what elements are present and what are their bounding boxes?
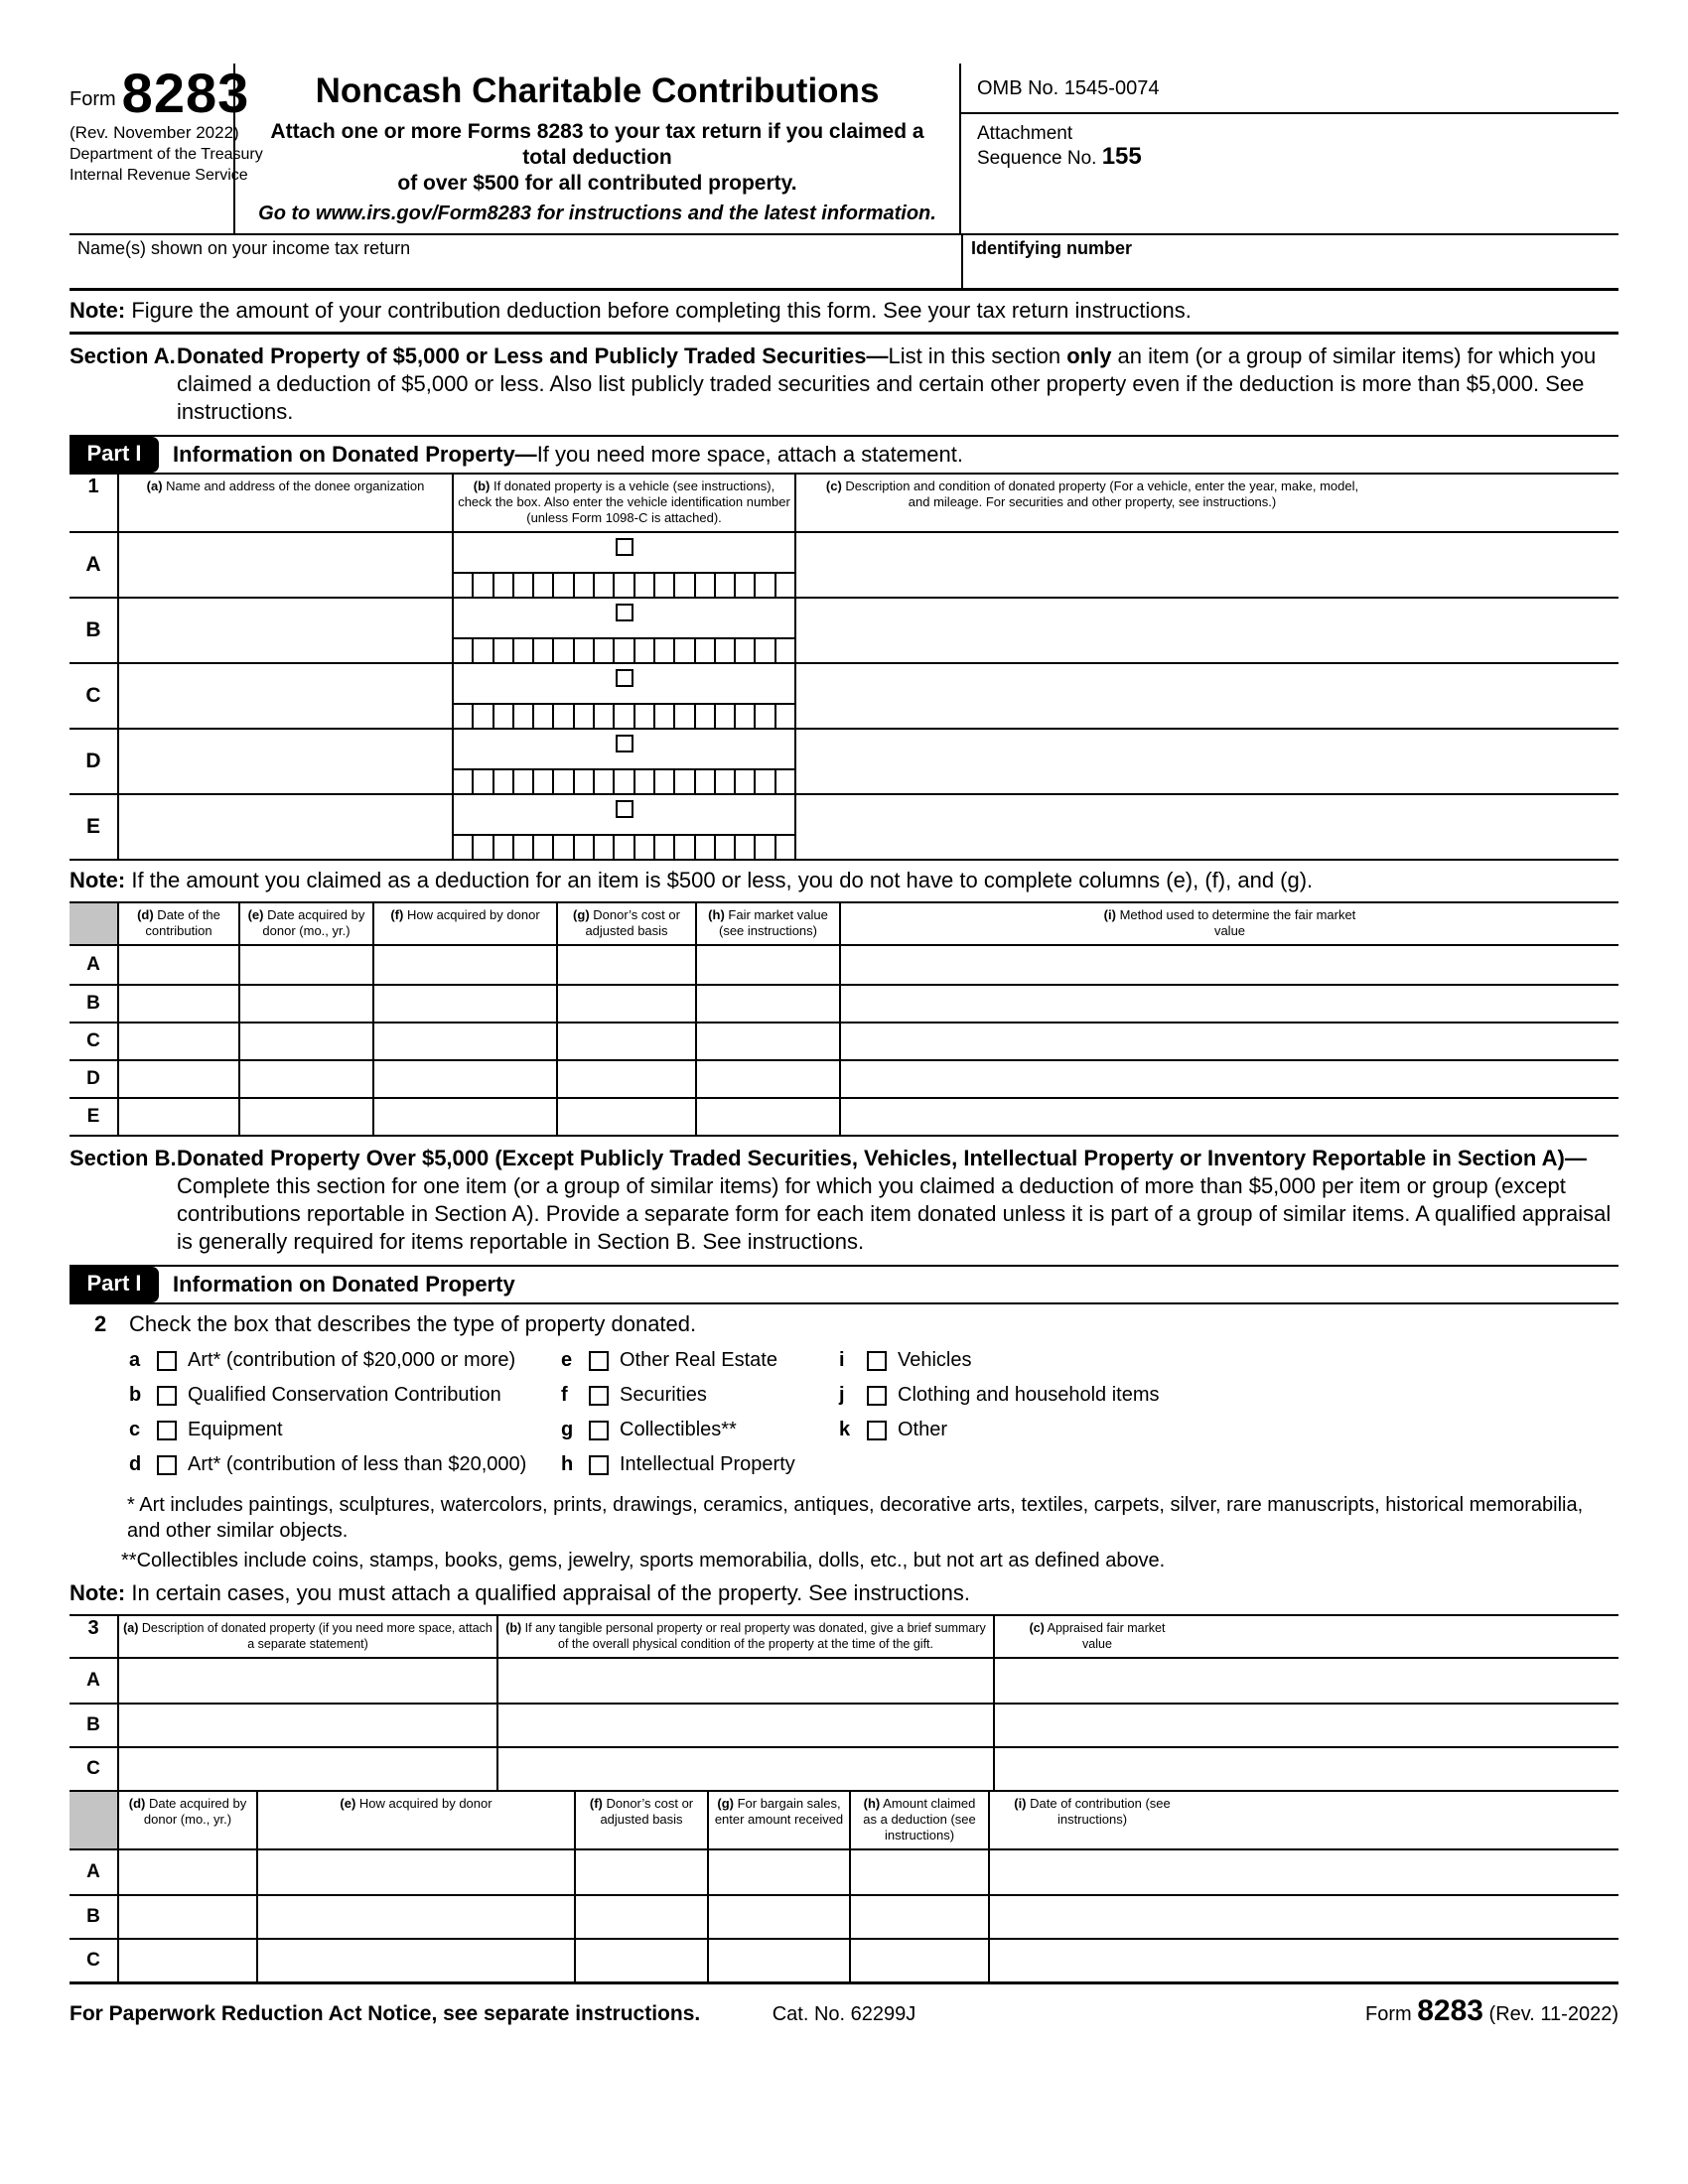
how-acquired-input[interactable] — [256, 1896, 574, 1938]
checkbox[interactable] — [589, 1421, 609, 1440]
col-header-a: (a) Description of donated property (if you need more space, attach a separate statement) — [117, 1616, 496, 1657]
vin-input — [454, 768, 794, 793]
vin-character-box[interactable] — [673, 770, 693, 793]
vin-character-box[interactable] — [454, 639, 472, 662]
donee-name-input[interactable] — [117, 533, 452, 597]
art-footnote: * Art includes paintings, sculptures, watercolors, prints, drawings, ceramics, antiques, decorative arts, textiles, carpets, silver, rare manuscripts, historical memorabilia, and other similar objects. — [127, 1494, 1584, 1542]
vin-character-box[interactable] — [673, 574, 693, 597]
amount-claimed-input[interactable] — [849, 1896, 988, 1938]
vin-character-box[interactable] — [492, 705, 512, 728]
vin-character-box[interactable] — [714, 574, 734, 597]
form-title: Noncash Charitable Contributions — [315, 71, 880, 110]
line-number: 2 — [94, 1311, 107, 1336]
option-art-20000-or-more: a Art* (contribution of $20,000 or more) — [129, 1349, 516, 1371]
col-header-d: (d) Date acquired by donor (mo., yr.) — [117, 1792, 256, 1848]
col-header-b: (b) If any tangible personal property or real property was donated, give a brief summary of the overall physical condition of the property at the time of the gift. — [496, 1616, 993, 1657]
vin-character-box[interactable] — [633, 639, 653, 662]
vin-input — [454, 703, 794, 728]
table1-row-d — [70, 728, 1618, 793]
col-header-f: (f) Donor’s cost or adjusted basis — [574, 1792, 707, 1848]
checkbox[interactable] — [589, 1351, 609, 1371]
section-b-values-table — [70, 1792, 1618, 1984]
date-of-contribution-input[interactable] — [117, 1099, 238, 1135]
vin-character-box[interactable] — [774, 639, 794, 662]
row-letter: C — [86, 1758, 100, 1779]
table3-row-a — [70, 1659, 1618, 1703]
vin-character-box[interactable] — [593, 639, 613, 662]
date-acquired-input[interactable] — [238, 946, 372, 984]
vin-character-box[interactable] — [694, 639, 714, 662]
fair-market-value-input[interactable] — [695, 1099, 839, 1135]
vin-character-box[interactable] — [532, 836, 552, 859]
vin-character-box[interactable] — [754, 574, 774, 597]
section-a-label: Section A. — [70, 343, 176, 368]
vin-character-box[interactable] — [734, 705, 754, 728]
sequence-number: 155 — [1101, 143, 1142, 170]
col-header-g: (g) Donor’s cost or adjusted basis — [556, 903, 695, 944]
col-header-c: (c) Appraised fair market value — [993, 1616, 1618, 1657]
date-acquired-input[interactable] — [238, 1024, 372, 1059]
row-letter: C — [85, 684, 101, 707]
corner-cell — [70, 1792, 117, 1848]
part1-badge: Part I — [70, 1267, 159, 1302]
attach-instruction-line1: Attach one or more Forms 8283 to your tax return if you claimed a total deduction — [270, 120, 924, 169]
vin-character-box[interactable] — [593, 770, 613, 793]
section-a-mid-note: Note: If the amount you claimed as a deduction for an item is $500 or less, you do not have to complete columns (e), (f), and (g). — [70, 861, 1618, 903]
how-acquired-input[interactable] — [256, 1940, 574, 1981]
attachment-sequence — [961, 114, 1618, 233]
donor-cost-input[interactable] — [556, 1099, 695, 1135]
vin-character-box[interactable] — [454, 705, 472, 728]
vin-character-box[interactable] — [613, 639, 633, 662]
condition-summary-input[interactable] — [496, 1659, 993, 1703]
vin-character-box[interactable] — [454, 836, 472, 859]
vin-character-box[interactable] — [472, 705, 492, 728]
section-a-property-table — [70, 475, 1618, 861]
vin-character-box[interactable] — [593, 836, 613, 859]
name-row — [70, 235, 1618, 291]
col-header-i: (i) Date of contribution (see instructions) — [988, 1792, 1618, 1848]
condition-summary-input[interactable] — [496, 1748, 993, 1790]
bargain-sale-amount-input[interactable] — [707, 1896, 849, 1938]
how-acquired-input[interactable] — [256, 1850, 574, 1894]
option-other-real-estate: e Other Real Estate — [561, 1349, 777, 1371]
col-header-a: (a) Name and address of the donee organization — [117, 475, 452, 531]
checkbox[interactable] — [157, 1386, 177, 1406]
vin-character-box[interactable] — [694, 705, 714, 728]
donor-cost-input[interactable] — [556, 1024, 695, 1059]
col-header-h: (h) Amount claimed as a deduction (see instructions) — [849, 1792, 988, 1848]
amount-claimed-input[interactable] — [849, 1850, 988, 1894]
top-note: Note: Figure the amount of your contribution deduction before completing this form. See your tax return instructions. — [70, 291, 1618, 335]
line2-text: Check the box that describes the type of property donated. — [129, 1311, 697, 1336]
table4-header — [70, 1792, 1618, 1850]
taxpayer-name-field[interactable] — [70, 235, 961, 288]
vin-character-box[interactable] — [754, 705, 774, 728]
date-of-contribution-input[interactable] — [117, 946, 238, 984]
row-letter: E — [85, 815, 100, 838]
vin-character-box[interactable] — [552, 574, 572, 597]
appraisal-note: Note: In certain cases, you must attach a qualified appraisal of the property. See instructions. — [70, 1580, 970, 1605]
vin-character-box[interactable] — [492, 836, 512, 859]
vin-character-box[interactable] — [734, 770, 754, 793]
table2-row-c — [70, 1022, 1618, 1059]
vin-character-box[interactable] — [472, 836, 492, 859]
department-label: Department of the Treasury — [70, 146, 263, 163]
condition-summary-input[interactable] — [496, 1705, 993, 1746]
vin-character-box[interactable] — [734, 836, 754, 859]
vin-character-box[interactable] — [673, 639, 693, 662]
donee-name-input[interactable] — [117, 730, 452, 793]
form-identity-block — [70, 62, 263, 233]
checkbox[interactable] — [157, 1421, 177, 1440]
vin-character-box[interactable] — [492, 770, 512, 793]
checkbox[interactable] — [867, 1351, 887, 1371]
vin-character-box[interactable] — [552, 639, 572, 662]
donor-cost-input[interactable] — [574, 1850, 707, 1894]
property-type-options — [70, 1339, 1618, 1490]
vin-character-box[interactable] — [512, 574, 532, 597]
vin-character-box[interactable] — [512, 705, 532, 728]
option-securities: f Securities — [561, 1384, 707, 1406]
how-acquired-input[interactable] — [372, 1024, 556, 1059]
donor-cost-input[interactable] — [556, 986, 695, 1022]
agency-label: Internal Revenue Service — [70, 167, 248, 184]
description-input[interactable] — [794, 599, 1618, 662]
description-input[interactable] — [794, 664, 1618, 728]
identifying-number-label: Identifying number — [971, 238, 1132, 258]
vin-character-box[interactable] — [613, 705, 633, 728]
row-letter: E — [86, 1106, 100, 1127]
row-letter: B — [86, 993, 100, 1014]
description-input[interactable] — [794, 730, 1618, 793]
checkbox[interactable] — [589, 1386, 609, 1406]
attach-instruction-line2: of over $500 for all contributed property. — [397, 172, 797, 195]
description-input[interactable] — [794, 795, 1618, 859]
row-letter: C — [86, 1030, 100, 1051]
vehicle-checkbox[interactable] — [616, 735, 633, 752]
omb-number: OMB No. 1545-0074 — [961, 64, 1618, 114]
description-input[interactable] — [117, 1748, 496, 1790]
section-b-label: Section B. — [70, 1146, 177, 1170]
vin-character-box[interactable] — [754, 770, 774, 793]
date-of-contribution-input[interactable] — [117, 1061, 238, 1097]
vin-character-box[interactable] — [532, 639, 552, 662]
vin-character-box[interactable] — [673, 836, 693, 859]
vin-input — [454, 637, 794, 662]
vin-character-box[interactable] — [573, 836, 593, 859]
vin-input — [454, 572, 794, 597]
vin-character-box[interactable] — [492, 574, 512, 597]
form-word: Form — [70, 88, 116, 110]
vin-character-box[interactable] — [593, 705, 613, 728]
vin-character-box[interactable] — [694, 770, 714, 793]
section-a-part1-bar — [70, 435, 1618, 475]
collectibles-footnote: **Collectibles include coins, stamps, books, gems, jewelry, sports memorabilia, dolls, etc., but not art as defined above. — [121, 1550, 1166, 1571]
vin-character-box[interactable] — [613, 836, 633, 859]
bargain-sale-amount-input[interactable] — [707, 1850, 849, 1894]
vin-character-box[interactable] — [573, 639, 593, 662]
part1-title: Information on Donated Property — [173, 1272, 515, 1297]
goto-instruction: Go to www.irs.gov/Form8283 for instructions and the latest information. — [258, 203, 936, 224]
appraised-value-input[interactable] — [993, 1748, 1618, 1790]
vin-character-box[interactable] — [774, 770, 794, 793]
vin-character-box[interactable] — [613, 770, 633, 793]
vin-input — [454, 834, 794, 859]
vin-character-box[interactable] — [653, 705, 673, 728]
table2-row-a — [70, 946, 1618, 984]
table1-row-e — [70, 793, 1618, 859]
checkbox[interactable] — [589, 1455, 609, 1475]
vin-character-box[interactable] — [653, 770, 673, 793]
vin-character-box[interactable] — [552, 770, 572, 793]
description-input[interactable] — [117, 1705, 496, 1746]
option-intellectual-property: h Intellectual Property — [561, 1453, 795, 1475]
vin-character-box[interactable] — [593, 574, 613, 597]
attachment-label: Attachment — [977, 123, 1073, 144]
col-header-e: (e) Date acquired by donor (mo., yr.) — [238, 903, 372, 944]
vin-character-box[interactable] — [454, 770, 472, 793]
checkbox[interactable] — [157, 1455, 177, 1475]
vin-character-box[interactable] — [633, 770, 653, 793]
corner-cell — [70, 903, 117, 944]
vin-character-box[interactable] — [754, 836, 774, 859]
col-header-d: (d) Date of the contribution — [117, 903, 238, 944]
date-of-contribution-input[interactable] — [117, 986, 238, 1022]
table4-row-c — [70, 1938, 1618, 1981]
fair-market-value-input[interactable] — [695, 986, 839, 1022]
option-other: k Other — [839, 1419, 948, 1440]
page-footer — [70, 1984, 1618, 2028]
date-acquired-input[interactable] — [117, 1850, 256, 1894]
checkbox[interactable] — [157, 1351, 177, 1371]
paperwork-notice: For Paperwork Reduction Act Notice, see separate instructions. — [70, 2002, 701, 2025]
vin-character-box[interactable] — [492, 639, 512, 662]
row-letter: B — [86, 1906, 100, 1927]
table1-header — [70, 475, 1618, 531]
table2-row-d — [70, 1059, 1618, 1097]
row-letter: D — [85, 750, 101, 772]
section-b-heading — [70, 1137, 1618, 1265]
table4-row-a — [70, 1850, 1618, 1894]
vehicle-checkbox[interactable] — [616, 604, 633, 621]
section-b-property-table — [70, 1614, 1618, 1792]
donee-name-input[interactable] — [117, 599, 452, 662]
date-acquired-input[interactable] — [238, 986, 372, 1022]
vin-character-box[interactable] — [532, 705, 552, 728]
donor-cost-input[interactable] — [574, 1940, 707, 1981]
vin-character-box[interactable] — [714, 639, 734, 662]
row-letter: A — [86, 1861, 100, 1882]
appraised-value-input[interactable] — [993, 1705, 1618, 1746]
vin-character-box[interactable] — [673, 705, 693, 728]
fair-market-value-input[interactable] — [695, 1061, 839, 1097]
table3-header — [70, 1616, 1618, 1659]
irs-url: www.irs.gov/Form8283 — [315, 203, 532, 224]
vin-character-box[interactable] — [573, 770, 593, 793]
donor-cost-input[interactable] — [574, 1896, 707, 1938]
vin-character-box[interactable] — [512, 836, 532, 859]
vin-character-box[interactable] — [694, 574, 714, 597]
description-input[interactable] — [794, 533, 1618, 597]
table1-row-b — [70, 597, 1618, 662]
date-acquired-input[interactable] — [238, 1061, 372, 1097]
option-collectibles: g Collectibles** — [561, 1419, 737, 1440]
table1-row-c — [70, 662, 1618, 728]
vin-character-box[interactable] — [633, 705, 653, 728]
vin-character-box[interactable] — [653, 639, 673, 662]
table2-row-b — [70, 984, 1618, 1022]
how-acquired-input[interactable] — [372, 1061, 556, 1097]
row-letter: A — [86, 1670, 100, 1691]
vin-character-box[interactable] — [774, 705, 794, 728]
vin-character-box[interactable] — [714, 770, 734, 793]
vin-character-box[interactable] — [454, 574, 472, 597]
method-input[interactable] — [839, 986, 1618, 1022]
date-of-contribution-input[interactable] — [988, 1850, 1618, 1894]
form-footer-id: Form 8283 (Rev. 11-2022) — [1365, 1994, 1618, 2027]
col-header-f: (f) How acquired by donor — [372, 903, 556, 944]
how-acquired-input[interactable] — [372, 986, 556, 1022]
line2-intro — [70, 1304, 1618, 1339]
method-input[interactable] — [839, 1024, 1618, 1059]
amount-claimed-input[interactable] — [849, 1940, 988, 1981]
how-acquired-input[interactable] — [372, 946, 556, 984]
col-header-b: (b) If donated property is a vehicle (see instructions), check the box. Also enter the vehicle identification number (unless Form 1098-C is attached). — [452, 475, 794, 531]
date-acquired-input[interactable] — [117, 1940, 256, 1981]
vin-character-box[interactable] — [472, 639, 492, 662]
form-revision: (Rev. November 2022) — [70, 123, 239, 142]
row-letter: B — [85, 618, 101, 641]
vin-character-box[interactable] — [774, 574, 794, 597]
donee-name-input[interactable] — [117, 795, 452, 859]
how-acquired-input[interactable] — [372, 1099, 556, 1135]
vin-character-box[interactable] — [653, 836, 673, 859]
catalog-number: Cat. No. 62299J — [772, 2003, 916, 2025]
vin-character-box[interactable] — [714, 836, 734, 859]
donee-name-input[interactable] — [117, 664, 452, 728]
option-equipment: c Equipment — [129, 1419, 283, 1440]
omb-block — [961, 64, 1618, 233]
table2-row-e — [70, 1097, 1618, 1135]
row-letter: D — [86, 1068, 100, 1089]
option-qualified-conservation: b Qualified Conservation Contribution — [129, 1384, 501, 1406]
vin-character-box[interactable] — [552, 705, 572, 728]
date-acquired-input[interactable] — [117, 1896, 256, 1938]
option-vehicles: i Vehicles — [839, 1349, 972, 1371]
description-input[interactable] — [117, 1659, 496, 1703]
method-input[interactable] — [839, 1061, 1618, 1097]
checkbox[interactable] — [867, 1386, 887, 1406]
row-letter: A — [86, 954, 100, 975]
vin-character-box[interactable] — [512, 770, 532, 793]
appraised-value-input[interactable] — [993, 1659, 1618, 1703]
option-clothing-household: j Clothing and household items — [839, 1384, 1160, 1406]
vin-character-box[interactable] — [633, 574, 653, 597]
date-of-contribution-input[interactable] — [988, 1940, 1618, 1981]
part1-title: Information on Donated Property—If you need more space, attach a statement. — [173, 442, 963, 467]
donor-cost-input[interactable] — [556, 946, 695, 984]
vin-character-box[interactable] — [754, 639, 774, 662]
table4-row-b — [70, 1894, 1618, 1938]
section-a-heading — [70, 335, 1618, 435]
option-art-less-than-20000: d Art* (contribution of less than $20,000) — [129, 1453, 527, 1475]
vin-character-box[interactable] — [734, 639, 754, 662]
vin-character-box[interactable] — [694, 836, 714, 859]
donor-cost-input[interactable] — [556, 1061, 695, 1097]
vin-character-box[interactable] — [532, 574, 552, 597]
col-header-g: (g) For bargain sales, enter amount received — [707, 1792, 849, 1848]
col-header-c: (c) Description and condition of donated property (For a vehicle, enter the year, make, model, and mileage. For securities and other property, see instructions.) — [794, 475, 1618, 531]
date-of-contribution-input[interactable] — [988, 1896, 1618, 1938]
form-title-block — [233, 64, 961, 233]
vin-character-box[interactable] — [512, 639, 532, 662]
line-number: 1 — [87, 476, 99, 497]
vin-character-box[interactable] — [633, 836, 653, 859]
col-header-i: (i) Method used to determine the fair market value — [839, 903, 1618, 944]
table3-row-c — [70, 1746, 1618, 1790]
form-header — [70, 64, 1618, 235]
vin-character-box[interactable] — [472, 574, 492, 597]
bargain-sale-amount-input[interactable] — [707, 1940, 849, 1981]
vin-character-box[interactable] — [472, 770, 492, 793]
vin-character-box[interactable] — [653, 574, 673, 597]
vin-character-box[interactable] — [734, 574, 754, 597]
col-header-h: (h) Fair market value (see instructions) — [695, 903, 839, 944]
vin-character-box[interactable] — [573, 574, 593, 597]
sequence-label: Sequence No. — [977, 148, 1102, 169]
date-of-contribution-input[interactable] — [117, 1024, 238, 1059]
vin-character-box[interactable] — [573, 705, 593, 728]
method-input[interactable] — [839, 1099, 1618, 1135]
line-number: 3 — [87, 1617, 99, 1639]
section-a-values-table — [70, 903, 1618, 1137]
vehicle-checkbox[interactable] — [616, 669, 633, 687]
vin-character-box[interactable] — [532, 770, 552, 793]
name-label: Name(s) shown on your income tax return — [77, 238, 411, 258]
section-b-part1-bar — [70, 1265, 1618, 1304]
section-b-text: Donated Property Over $5,000 (Except Publicly Traded Securities, Vehicles, Intellectual Property or Inventory Reportable in Section A)—Complete this section for one item (or a group of similar items) for which you claimed a deduction of more than $5,000 per item or group (except contributions reportable in Section A). Provide a separate form for each item donated unless it is part of a group of similar items. A qualified appraisal is generally required for items reportable in Section B. See instructions. — [177, 1146, 1612, 1254]
table2-header — [70, 903, 1618, 946]
fair-market-value-input[interactable] — [695, 946, 839, 984]
part1-badge: Part I — [70, 437, 159, 473]
vehicle-checkbox[interactable] — [616, 800, 633, 818]
identifying-number-field[interactable] — [961, 235, 1618, 288]
method-input[interactable] — [839, 946, 1618, 984]
date-acquired-input[interactable] — [238, 1099, 372, 1135]
table3-row-b — [70, 1703, 1618, 1746]
checkbox[interactable] — [867, 1421, 887, 1440]
form-number: 8283 — [121, 62, 250, 124]
vehicle-checkbox[interactable] — [616, 538, 633, 556]
fair-market-value-input[interactable] — [695, 1024, 839, 1059]
vin-character-box[interactable] — [714, 705, 734, 728]
col-header-e: (e) How acquired by donor — [256, 1792, 574, 1848]
vin-character-box[interactable] — [552, 836, 572, 859]
vin-character-box[interactable] — [613, 574, 633, 597]
row-letter: A — [85, 553, 101, 576]
table1-row-a — [70, 531, 1618, 597]
row-letter: B — [86, 1714, 100, 1735]
section-a-text: Donated Property of $5,000 or Less and Publicly Traded Securities—List in this section only an item (or a group of similar items) for which you claimed a deduction of $5,000 or less. Also list publicly traded securities and certain other property even if the deduction is more than $5,000. See instructions. — [177, 343, 1597, 424]
row-letter: C — [86, 1950, 100, 1971]
vin-character-box[interactable] — [774, 836, 794, 859]
